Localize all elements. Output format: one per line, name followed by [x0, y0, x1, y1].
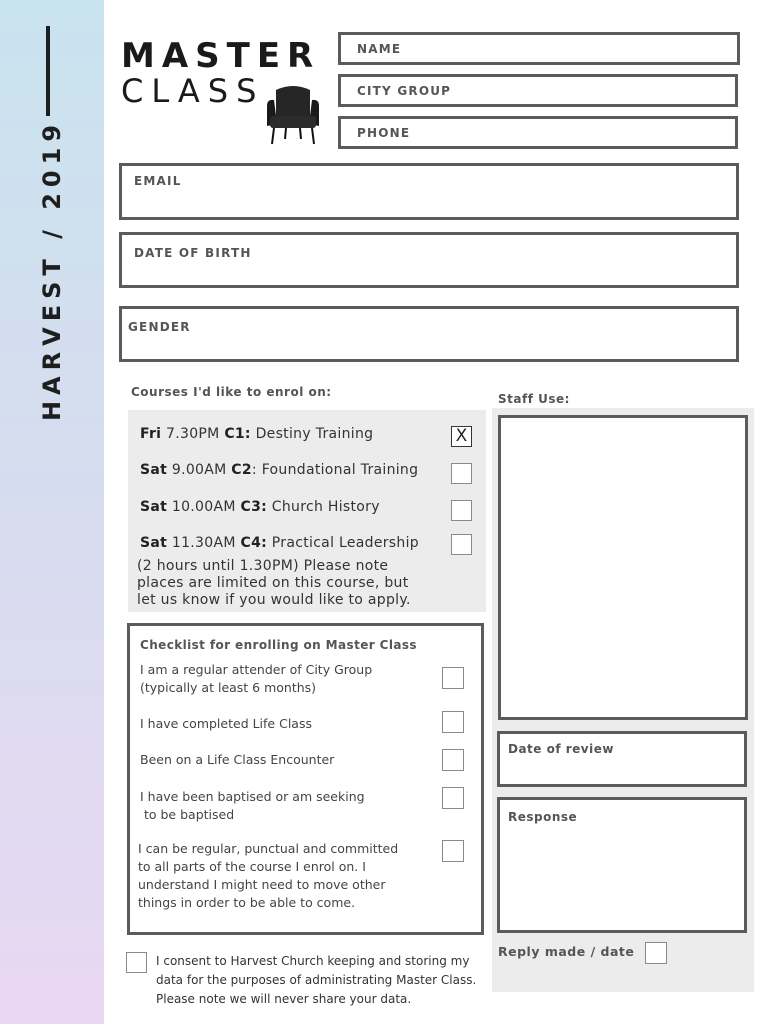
courses-heading: Courses I'd like to enrol on:: [131, 385, 332, 399]
course-c2-time: 9.00AM: [171, 462, 227, 478]
checklist-item-life-class: [140, 715, 312, 733]
consent-line: Please note we will never share your data.: [156, 992, 412, 1006]
course-c4-day: Sat: [140, 535, 168, 551]
staff-use-box[interactable]: [498, 415, 748, 720]
checklist-checkbox-life-class[interactable]: [442, 711, 464, 733]
date-of-review-label: Date of review: [508, 742, 614, 756]
gender-field[interactable]: [119, 306, 739, 362]
checklist-item-line: to all parts of the course I enrol on. I: [138, 859, 366, 874]
city-group-field[interactable]: [338, 74, 738, 107]
reply-made-checkbox[interactable]: [645, 942, 667, 964]
course-c2-checkbox[interactable]: [451, 463, 472, 484]
phone-field[interactable]: [338, 116, 738, 149]
course-c4-name: Practical Leadership: [271, 535, 419, 551]
checklist-item-line: Been on a Life Class Encounter: [140, 752, 335, 767]
course-c2: [140, 462, 418, 478]
response-label: Response: [508, 810, 578, 824]
consent-line: I consent to Harvest Church keeping and storing my: [156, 954, 470, 968]
checklist-item-line: (typically at least 6 months): [140, 680, 317, 695]
date-of-review-field[interactable]: [497, 731, 747, 787]
gender-label: GENDER: [128, 320, 191, 334]
staff-use-heading: Staff Use:: [498, 392, 570, 406]
checklist-item-baptised: [140, 788, 365, 824]
course-c3-time: 10.00AM: [171, 499, 236, 515]
enrolment-checklist: [127, 623, 484, 935]
course-note-line: (2 hours until 1.30PM) Please note: [137, 558, 389, 574]
checklist-checkbox-baptised[interactable]: [442, 787, 464, 809]
dob-field[interactable]: [119, 232, 739, 288]
city-group-label: CITY GROUP: [357, 84, 452, 98]
course-c2-code: C2: [231, 462, 252, 478]
phone-label: PHONE: [357, 126, 411, 140]
email-label: EMAIL: [134, 174, 182, 188]
course-c1-name: Destiny Training: [255, 426, 374, 442]
checklist-item-line: I am a regular attender of City Group: [140, 662, 373, 677]
consent-line: data for the purposes of administrating Master Class.: [156, 973, 477, 987]
course-c4-time: 11.30AM: [171, 535, 236, 551]
checklist-item-line: I can be regular, punctual and committed: [138, 841, 399, 856]
course-c4-note: [137, 558, 477, 609]
checklist-item-line: understand I might need to move other: [138, 877, 386, 892]
sidebar-divider-line: [46, 26, 50, 116]
course-c2-day: Sat: [140, 462, 168, 478]
email-field[interactable]: [119, 163, 739, 220]
course-c4: [140, 535, 419, 551]
checklist-checkbox-commitment[interactable]: [442, 840, 464, 862]
course-c3-day: Sat: [140, 499, 168, 515]
name-label: NAME: [357, 42, 402, 56]
course-note-line: let us know if you would like to apply.: [137, 592, 411, 608]
checkmark-x-icon: X: [455, 426, 468, 446]
sidebar-title: HARVEST / 2019: [38, 118, 66, 422]
armchair-icon: [264, 84, 322, 146]
course-c1-checkbox[interactable]: [451, 426, 472, 447]
course-note-line: places are limited on this course, but: [137, 575, 409, 591]
checklist-item-encounter: [140, 751, 334, 769]
checklist-item-city-group: [140, 661, 372, 697]
course-c4-code: C4:: [240, 535, 268, 551]
course-c1-time: 7.30PM: [166, 426, 220, 442]
checklist-item-line: to be baptised: [140, 807, 235, 822]
courses-panel: [128, 410, 486, 612]
reply-made-label: Reply made / date: [498, 944, 635, 959]
dob-label: DATE OF BIRTH: [134, 246, 252, 260]
consent-text: [156, 952, 486, 1009]
course-c3: [140, 499, 380, 515]
checklist-checkbox-encounter[interactable]: [442, 749, 464, 771]
checklist-title: Checklist for enrolling on Master Class: [140, 638, 417, 652]
checklist-item-line: I have been baptised or am seeking: [140, 789, 365, 804]
course-c3-name: Church History: [271, 499, 380, 515]
course-c3-checkbox[interactable]: [451, 500, 472, 521]
checklist-checkbox-city-group[interactable]: [442, 667, 464, 689]
course-c1-code: C1:: [224, 426, 251, 442]
response-field[interactable]: [497, 797, 747, 933]
course-c1-day: Fri: [140, 426, 162, 442]
course-c2-name: : Foundational Training: [251, 462, 419, 478]
course-c1: [140, 426, 373, 442]
name-field[interactable]: [338, 32, 740, 65]
checklist-item-line: I have completed Life Class: [140, 716, 312, 731]
checklist-item-commitment: [138, 840, 398, 912]
course-c3-code: C3:: [240, 499, 268, 515]
title-master: MASTER: [121, 36, 321, 76]
checklist-item-line: things in order to be able to come.: [138, 895, 356, 910]
title-class: CLASS: [121, 72, 265, 110]
course-c4-checkbox[interactable]: [451, 534, 472, 555]
consent-checkbox[interactable]: [126, 952, 147, 973]
